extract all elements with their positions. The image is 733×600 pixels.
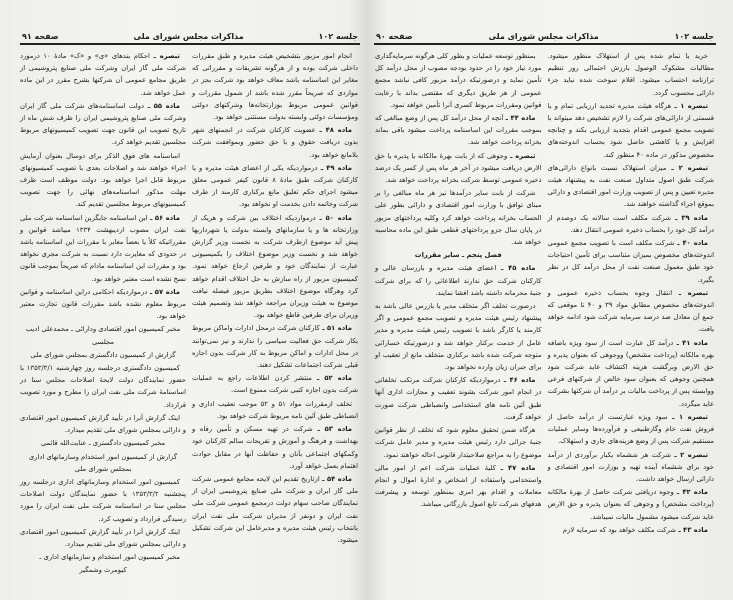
paragraph-text: کمیسیون امور استخدام وسازمانهای اداری درجلسه روز پنجشنبه ۱۳۵۳/۳/۲ با حضور نمایندگان دولت اصلاحات مجلس سنا در اساسنامه شرکت ملی نفت ایران را مورد رسیدگی قرارداد و تصویب کرد. [20,477,186,523]
paragraph-text: شرکت مکلف خواهد بود که سرمایه لازم [562,525,676,534]
paragraph [375,112,542,149]
running-title: مذاکرات مجلس شورای ملی [133,31,244,41]
paragraph-text: درمواردیکه یکی از اعضای هیئت مدیره و یا کارکنان شرکت طبق مادهٔ ۸ قانون کیفر عمومی معلق میشود اجرای حکم تعلیق مانع برکناری کارمند از طرف شرکت وخاتمه دادن بخدمت او نخواهد بود. [192,163,358,209]
paragraph-text: کیومرث وشمگیر [79,566,127,575]
paragraph-text: دولت اساسنامه‌های شرکت ملی گاز ایران وشرکت ملی صنایع پتروشیمی ایران را ظرف شش ماه از تاریخ تصویب این قانون جهت تصویب کمیسیونهای مربوط مجلسین تقدیم خواهد کرد. [20,101,186,147]
paragraph [20,100,186,149]
article-label: ماده ۴۷ ـ [495,463,536,472]
page-header [22,30,358,42]
paragraph [548,337,715,410]
paragraph-text: بمنظور توسعه عملیات و بطور کلی هرگونه سرمایه‌گذاری مورد نیاز خود را در حدود بودجه مصوب از محل درآمد کل تأمین نماید و درصورتیکه درآمد مزبور کافی نباشد مجمع عمومی از هر طریق دیگری که مقتضی بداند با رعایت قوانین ومقررات مربوط کسری آنرا تأمین خواهد نمود. [375,52,542,109]
paragraph-text: تخلف ازمقررات مواد ۵۱ و ۵۲ موجب تعقیب اداری و انضباطی طبق آئین نامه مربوط شرکت خواهد بود. [192,399,358,420]
article-label: ماده ۴۴ ـ [503,114,536,123]
paragraph [375,300,542,373]
paragraph [548,411,715,448]
article-label: ماده ۴۹ ـ [317,163,352,172]
paragraph [20,362,186,411]
paragraph-text: عضویت کارکنان شرکت در انجمنهای شهر بدون دریافت حقوق و با حق حضور وبموافقت شرکت بلامانع خواهد بود. [192,126,358,159]
section-heading [375,249,542,261]
page-right [366,0,733,600]
article-label: تبصره ـ [672,288,708,297]
paragraph [192,322,358,371]
paragraph [20,50,186,99]
paragraph-text: درآمد کل عبارت است از سود ویژه باضافه بهره مالکانه (پرداخت مشخص) ووجوهی که بعنوان پذیره و حق الارض وبرگشت هزینه اکتشاف عاید شرکت شود همچنین وجوهی که بعنوان سود خالص از شرکتهای فرعی ووابسته پس از پرداخت مالیات بر درآمد آن شرکتها بشرکت عاید میگردد. [547,338,714,408]
paragraph-text: درمواردیکه اختلاف بین شرکت و هریک از وزارتخانه ها و یا سازمانهای وابسته بدولت یا شهرداریها پیش آید موضوع ازطرف شرکت به نخست وزیر گزارش خواهد شد و نخست وزیر موضوع اختلاف را بکمیسیونی عبارت از نمایندگان خود و طرفین ارجاع خواهد نمود. کمیسیون مزبور از راه سازش به حل اختلاف اقدام خواهد کرد وهرگاه موضوع اختلاف بطریق مزبور فیصله نیافت موضوع به هیئت وزیران مراجعه خواهد شد وتصمیم هیئت وزیران برای طرفین قاطع خواهد بود. [192,213,358,320]
paragraph [20,212,186,285]
paragraph-text: هرگاه هیئت مدیره تجدید ارزیابی تمام و یا قسمتی از دارائی‌های شرکت را لازم تشخیص دهد میتواند با تصویب مجمع عمومی اقدام بتجدید ارزیابی بکند و چنانچه افزایش و یا کاهشی حاصل شود بحساب اندوخته‌های مخصوص مذکور در ماده ۴۰ منظور کند. [547,101,714,159]
paragraph-text: کلیهٔ عملیات شرکت اعم از امور مالی واستخدامی واستفاده از اشخاص و ادارهٔ اموال و انجام معاملات و اقدام بهر امری بمنظور توسعه و پیشرفت هدفهای شرکت تابع اصول بازرگانی میباشد. [375,463,542,509]
paragraph-text: این اساسنامه جایگزین اساسنامه شرکت ملی نفت ایران مصوب اردیبهشت ۱۳۳۴ میباشد قوانین و مقرراتیکه کلاً یا بعضاً مغایر با مقررات این اساسنامه باشد در حدودی که مغایرت دارد نسبت به شرکت مجری نخواهد بود و مقررات این اساسنامه مادام که صریحاً بموجب قانون نسخ نشده است معتبر خواهد بود. [20,213,187,283]
article-label: ماده ۴۳ ـ [675,525,708,534]
paragraph [20,412,186,436]
article-label: تبصره ـ [149,52,180,60]
article-label: ماده ۵۶ ـ [147,213,180,222]
paragraph [192,473,358,546]
article-label: ماده ۵۰ ـ [315,213,352,222]
article-label: ماده ۴۸ ـ [315,126,352,135]
article-label: ماده ۵۳ ـ [312,425,352,434]
paragraph-text: مخبر کمیسیون دادگستری ـ عنایت‌الله قائمی [40,439,166,448]
text-column [20,50,186,578]
paragraph-text: شرکت مکلف است با تصویب مجمع عمومی اندوخته‌های مخصوص بمیزان متناسب برای تأمین احتیاجات خود طبق معمول صنعت نفت از محل درآمد کل در نظر بگیرد. [547,239,714,284]
paragraph-text: احکام بندهای «ی» و «ک» مادهٔ ۱۰ درمورد شرکت ملی گاز ایران وشرکت ملی صنایع پتروشیمی از طریق مجامع عمومی آن شرکتها بشرح مقرر در این ماده عمل خواهد شد. [20,52,186,97]
centered-line [20,451,186,475]
article-label: تبصره ۲ ـ [670,450,708,459]
paragraph [192,124,358,161]
paragraph [548,162,715,211]
paragraph-text: انجام امور مزبور بتشخیص هیئت مدیره و طبق مقررات داخلی شرکت بوده و از هرگونه تشریفات و مقرراتی که مغایر این اساسنامه باشد معاف خواهد بود شرکت بجز در مواردی که صریحاً مقرر شده باشد از شمول مقررات و قوانین عمومی مربوط بوزارتخانه‌ها وشرکتهای دولتی ومؤسسات دولتی وابسته بدولت مستثنی خواهد بود. [192,52,358,122]
running-title: مذاکرات مجلس شورای ملی [488,31,599,41]
paragraph-text: درمواردیکه کارکنان شرکت مرتکب تخلفاتی در انجام امور شرکت بشوند تعقیب و مجازات اداری آنها طبق آئین نامه های استخدامی وانضباطی شرکت صورت خواهد گرفت. [375,376,542,421]
paragraph-text: آنچه از محل درآمد کل پس از وضع مبالغی که بموجب مقررات این اساسنامه پرداخت میشود باقی بماند بخزانه پرداخت خواهد شد. [375,114,542,147]
page-left [0,0,366,600]
article-label: ماده ۳۹ ـ [670,213,708,222]
paragraph-text: سود ویژه عبارتست از درآمد حاصل از فروش نفت خام وگازطبیعی و فرآورده‌ها وسایر عملیات مستقیم شرکت پس از وضع هزینه‌های جاری و استهلاک. [547,412,714,446]
paragraph-text: وجوه دریافتی شرکت حاصل از بهرهٔ مالکانه (پرداخت مشخص) و وجوهی که بعنوان پذیره و حق الارض عاید شرکت میشود مشمول مالیات نمیباشد. [547,488,714,521]
paragraph-text: مخبر کمیسیون امور استخدام و سازمانهای اداری ـ [39,553,180,562]
paragraph [192,398,358,422]
paragraph-text: اعضای هیئت مدیره و بازرسان عالی و کارکنان شرکت حق ندارند اطلاعاتی را که برای شرکت جنبهٔ محرمانه داشته باشد افشا نمایند. [375,264,542,297]
paragraph [548,100,715,161]
paragraph-text: درصورت تخلف اگر متخلف مدیر یا بازرس عالی باشد به پیشنهاد رئیس هیئت مدیره و تصویب مجمع عمومی و اگر کارمند یا کارگر باشد با تصویب رئیس هیئت مدیره و مدیر عامل از خدمت برکنار خواهد شد و درصورتیکه خساراتی متوجه شرکت شده باشد برکناری متخلف مانع از تعقیب او برای جبران زیان وارده نخواهد بود. [375,302,542,372]
article-label: تبصره ۱ ـ [667,412,708,421]
article-label: ماده ۴۵ ـ [496,264,536,273]
article-label: ماده ۴۱ ـ [673,338,708,347]
paragraph [548,287,715,336]
paragraph [192,212,358,322]
paragraph [20,286,186,323]
header-rule [374,43,716,45]
paragraph-text: مخبر کمیسیون امور اقتصادی ودارائی ـ محمدعلی ادیب مجلسی [25,325,181,346]
paragraph-text: گزارش از کمیسیون امور استخدام وسازمانهای اداری بمجلس شورای ملی [28,452,178,473]
centered-line [20,323,186,347]
paragraph-text: فصل پنجم ـ سایر مقررات [414,251,502,260]
article-label: ماده ۵۷ ـ [147,287,180,296]
paragraph [20,551,186,563]
paragraph-text: درمواردیکه احکامی دراین اساسنامه و قوانین مربوط معلوم نشده باشد مقررات قانون تجارت معتبر خواهد بود. [20,287,186,321]
page-number: صفحه ۹۰ [376,31,413,41]
paragraph-text: شرکت هر ششماه یکبار برآوردی از درآمد خود برای ششماه آینده تهیه و بوزارت امور اقتصادی و دارائی ارسال خواهد داشت. [547,450,714,483]
paragraph-text: منتشر کردن اطلاعات راجع به عملیات شرکت بدون اجازه کتبی شرکت ممنوع است. [192,374,358,395]
session-number: جلسه ۱۰۲ [318,31,358,41]
article-label: ماده ۵۱ ـ [319,324,353,333]
centered-line [20,349,186,361]
article-label: ماده ۵۵ ـ [144,101,181,110]
article-label: ماده ۴۰ ـ [674,239,708,248]
paragraph [548,237,715,286]
paragraph [20,150,186,211]
paragraph-text: اساسنامه های فوق الذکر برای دوسال بعنوان آزمایش اجراء خواهند شد و اصلاحات بعدی با تصویب کمیسیونهای مربوط قابل اجرا خواهد بود. دولت موظف است ظرف مهلت مذکور اساسنامه‌های نهائی را جهت تصویب کمیسیونهای مربوط مجلسین تقدیم کند. [20,151,186,209]
article-label: تبصره ۲ ـ [666,163,708,172]
paragraph [375,262,542,299]
paragraph-text: کارکنان شرکت درمحل ادارات واماکن مربوط بکار شرکت حق فعالیت سیاسی را ندارند و نیز نمی‌توانند در محل ادارات و اماکن مربوط به کار شرکت بدون اجازه قبلی شرکت اجتماعات تشکیل دهند. [192,324,358,370]
paragraph [548,524,715,536]
centered-line [20,564,186,576]
article-label: ماده ۴۲ ـ [673,488,708,497]
paragraph [192,423,358,472]
paragraph [192,372,358,396]
paragraph-text: وجوهی که از بابت بهرهٔ مالکانه یا پذیره یا حق الارض دریافت میشود در آخر هر ماه پس از کسر یک درصد ذخیره عمومی توسط شرکت بخزانه پرداخت خواهد شد. [375,151,542,185]
paragraph-text: شرکت از بابت سایر درآمدها نیز هر ماه مبالغی را بر مبنای توافق با وزارت امور اقتصادی و دارائی بطور علی الحساب بخزانه پرداخت خواهد کرد وکلیه پرداختهای مزبور در پایان سال جزو پرداختهای قطعی طبق این ماده محاسبه خواهد شد. [375,189,542,247]
paragraph-text: شرکت مکلف است سالانه یک دوصدم از درآمد کل خود را بحساب ذخیره عمومی انتقال دهد. [547,213,714,234]
paragraph [20,526,186,550]
paragraph [548,486,715,523]
page-number: صفحه ۹۱ [22,31,59,41]
article-label: تبصره ۱ ـ [671,101,708,110]
paragraph [375,50,542,111]
paragraph-text: گزارش از کمیسیون دادگستری بمجلس شورای ملی [30,350,176,359]
paragraph [375,374,542,423]
centered-line [20,437,186,449]
paragraph-text: میزان استهلاک نسبت بانواع دارائی‌های شرکت طبق اصول متداول صنعت نفت به پیشنهاد هیئت مدیره تعیین و پس از تصویب وزارت امور اقتصادی و دارائی بموقع اجراء گذاشته خواهند شد. [547,163,714,209]
article-label: ماده ۴۶ ـ [500,376,536,385]
paragraph [375,187,542,248]
text-columns [375,50,714,537]
session-number: جلسه ۱۰۲ [674,31,714,41]
paragraph [20,476,186,525]
paragraph [548,212,715,236]
header-rule [20,43,360,45]
paragraph-text: شرکت در تهیه مسکن و تأمین رفاه و بهداشت و فرهنگ و آموزش و تفریحات سالم کارکنان خود وکمکهای اجتماعی بآنان و حفاظت آنها در مقابل حوادث اهتمام بعمل خواهد آورد. [192,425,358,470]
paragraph-text: اینک گزارش آنرا در تأیید گزارش کمیسیون امور اقتصادی و دارائی بمجلس شورای ملی تقدیم میدارد. [20,527,186,548]
paragraph [375,424,542,461]
text-column [375,50,542,512]
paragraph [375,150,542,187]
paragraph-text: هرگاه ضمن تحقیق معلوم شود که تخلف از نظر قوانین جنبهٔ جزائی دارد رئیس هیئت مدیره و مدیر عامل شرکت موضوع را به مراجع صلاحیتدار قانونی احاله خواهند نمود. [375,426,542,459]
paragraph-text: ازتاریخ تقدیم این لایحه مجامع عمومی شرکت ملی گاز ایران و شرکت ملی صنایع پتروشیمی ایران از نمایندگان صاحب سهام دولت درمجمع عمومی شرکت ملی نفت ایران و دونفر از مدیران شرکت ملی نفت ایران بانتخاب رئیس هیئت مدیره و مدیرعامل این شرکت تشکیل میشود. [192,474,358,544]
paragraph-text: کمیسیون دادگستری درجلسه روز چهارشنبه ۱۳۵۳/۳/۱ با حضور نمایندگان دولت لایحهٔ اصلاحات مجلس سنا در اساسنامهٔ شرکت ملی نفت ایران را مطرح و مورد تصویب قرارداد. [20,364,186,409]
page-header [376,30,714,42]
article-label: ماده ۵۴ ـ [319,474,352,483]
paragraph [548,50,715,99]
paragraph [192,50,358,123]
paragraph-text: انتقال وجوه بحساب ذخیره عمومی و اندوخته‌های مخصوص مطابق مواد ۳۹ و ۴۰ تا موقعی که جمع آن معادل صد درصد سرمایه شرکت شود ادامه خواهد یافت. [547,288,714,334]
text-column [192,50,358,547]
paragraph-text: اینک گزارش آنرا در تأیید گزارش کمیسیون امور اقتصادی و دارائی بمجلس شورای ملی تقدیم میدارد. [20,413,186,435]
article-label: تبصره ـ [507,151,536,160]
paragraph [375,462,542,511]
text-column [548,50,715,537]
article-label: ماده ۵۲ ـ [311,374,352,383]
paragraph [192,162,358,211]
paragraph [548,449,715,486]
text-columns [20,50,358,578]
paragraph-text: خرید یا تمام شده پس از استهلاک منظور میشود. مطالبات مشکوک الوصول بارزش احتمالی روز تنظیم ترازنامه احتساب میشود. اقلام سوخت شده نباید جزء دارائی محسوب گردد. [547,52,714,97]
